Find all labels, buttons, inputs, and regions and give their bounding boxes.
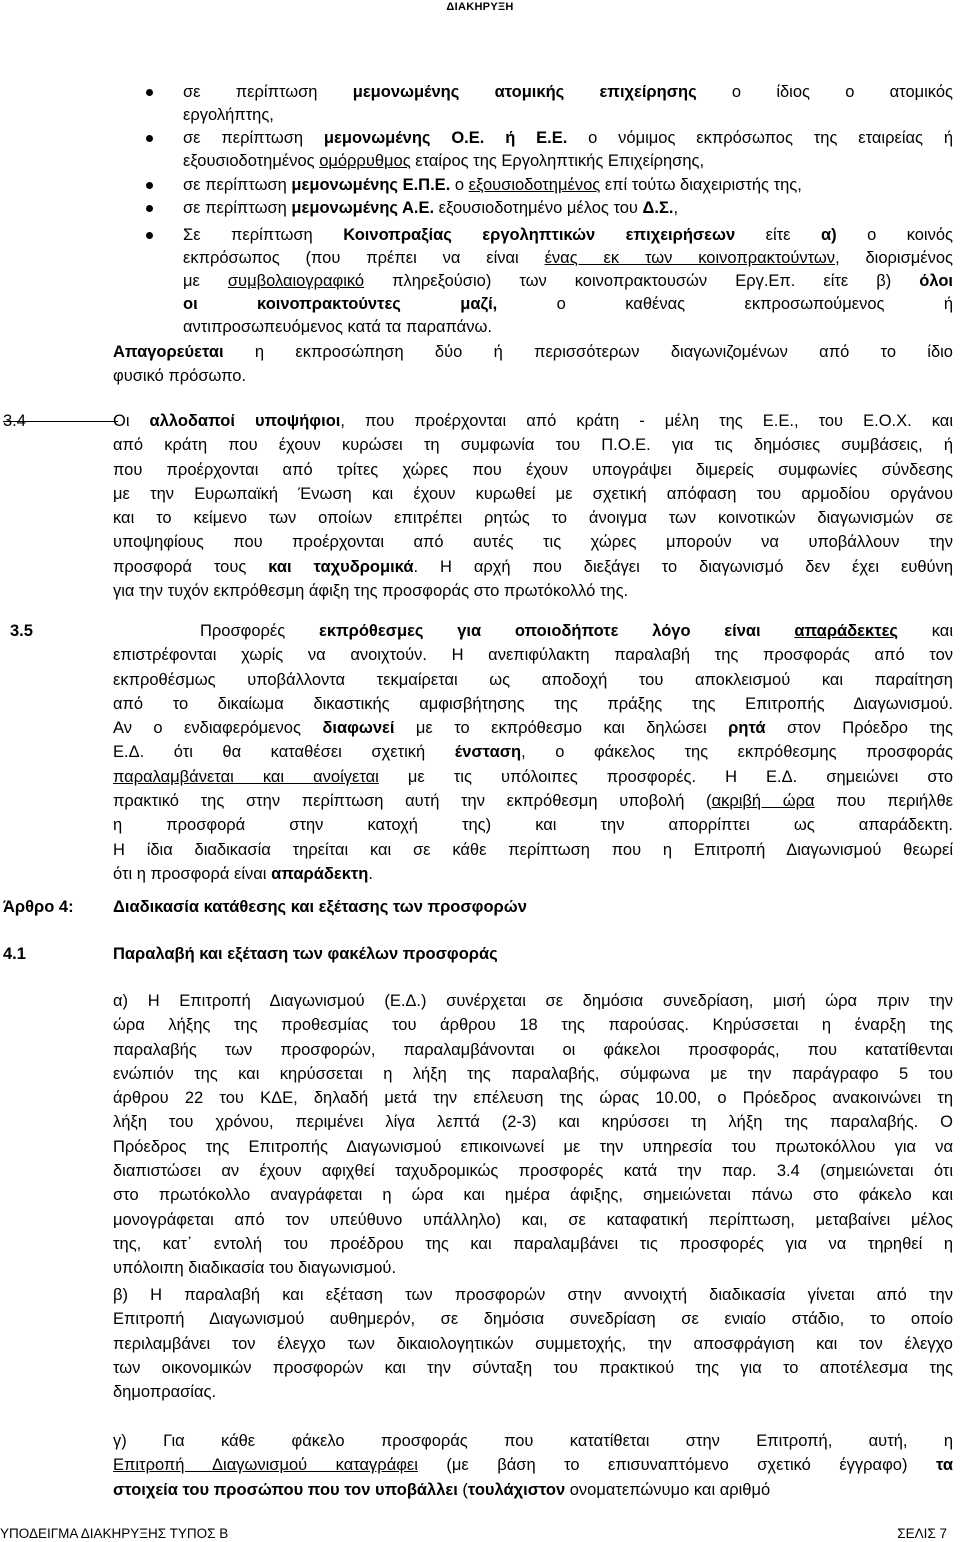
text-line <box>113 364 953 388</box>
text-run: ρητά <box>728 719 766 738</box>
footer-right: ΣΕΛΙΣ 7 <box>897 1526 947 1541</box>
text-line <box>183 293 953 316</box>
text-line <box>113 506 953 530</box>
text-run: εξουσιοδοτημένος <box>468 176 601 194</box>
text-run: μεμονωμένης Α.Ε. <box>291 199 435 217</box>
paragraph-b <box>113 1283 953 1404</box>
text-run: . <box>368 864 373 883</box>
text-run: με τις υπόλοιπες προσφορές. Η Ε.Δ. σημειώνει στο <box>378 767 954 786</box>
text-line <box>113 1159 953 1183</box>
bullet-dot <box>146 135 153 142</box>
footer-left: ΥΠΟΔΕΙΓΜΑ ΔΙΑΚΗΡΥΞΗΣ ΤΥΠΟΣ Β <box>0 1526 229 1541</box>
text-run: μονογράφεται από τον υπεύθυνο υπάλληλο) και, σε καταφατική περίπτωση, μεταβαίνει μέλος <box>113 1210 953 1229</box>
text-run: εξουσιοδοτημένος <box>183 152 320 170</box>
section-number-3-5: 3.5 <box>10 622 33 640</box>
text-line <box>113 692 953 716</box>
text-line <box>113 838 953 862</box>
section-number-4-1: 4.1 <box>3 945 26 963</box>
text-run: σε περίπτωση <box>183 129 324 147</box>
bullet-dot <box>146 232 153 239</box>
text-run: Επιτροπή Διαγωνισμού καταγράφει <box>113 1456 418 1475</box>
text-run: α) Η Επιτροπή Διαγωνισμού (Ε.Δ.) συνέρχεται σε δημόσια συνεδρίαση, μισή ώρα πριν την <box>113 992 953 1010</box>
text-run: εκπρόθεσμες για οποιοδήποτε λόγο είναι <box>318 622 795 640</box>
text-line <box>113 482 953 506</box>
text-run: αντιπροσωπευόμενος κατά τα παραπάνω. <box>183 318 492 336</box>
text-run: Οι <box>113 412 150 430</box>
text-line <box>113 1356 953 1380</box>
text-line <box>113 1038 953 1062</box>
text-line <box>113 409 953 433</box>
text-run: απαράδεκτες <box>794 622 898 640</box>
text-line <box>183 150 953 173</box>
text-line <box>183 224 953 247</box>
text-run: . Η αρχή που διεξάγει το διαγωνισμό δεν έχει ευθύνη <box>413 557 953 576</box>
text-line <box>113 643 953 667</box>
text-line <box>113 1283 953 1307</box>
text-line <box>183 81 953 104</box>
text-run: ένσταση <box>454 743 522 762</box>
text-run: (με βάση το επισυναπτόμενο σχετικό έγγραφο) <box>417 1456 936 1475</box>
text-run: όλοι <box>919 272 953 290</box>
text-line <box>113 1332 953 1356</box>
text-run: ο ίδιος ο ατομικός <box>696 83 953 101</box>
text-run: μεμονωμένης ατομικής επιχείρησης <box>352 83 697 101</box>
text-line <box>113 765 953 789</box>
text-run: σε περίπτωση <box>183 176 292 194</box>
text-line <box>113 1478 953 1502</box>
text-line <box>113 340 953 364</box>
text-run: τα <box>935 1456 953 1475</box>
bullet-dot <box>146 205 153 212</box>
text-line <box>113 789 953 813</box>
text-run: ώρα λήξης της προθεσμίας του άρθρου 18 της παρούσας. Κηρύσσεται η έναρξη της <box>113 1016 953 1035</box>
text-run: Αν ο ενδιαφερόμενος <box>113 719 323 738</box>
bullet-item <box>183 127 953 173</box>
text-run: παραλαβής των προσφορών, παραλαμβάνονται οι φάκελοι προσφοράς, που κατατίθενται <box>113 1040 953 1059</box>
text-run: , ο φάκελος της εκπρόθεσμης προσφοράς <box>521 743 953 762</box>
text-run: που προέρχονται από τρίτες χώρες που έχουν υπογράψει διμερείς συμφωνίες σύνδεσης <box>113 460 953 479</box>
text-run: με <box>183 272 228 290</box>
text-run: από το δικαίωμα δικαστικής αμφισβήτησης της πράξης της Επιτροπής Διαγωνισμού. <box>113 694 953 713</box>
text-run: από κράτη που έχουν κυρώσει τη συμφωνία του Π.Ο.Ε. για τις δημόσιες συμβάσεις, ή <box>113 436 953 455</box>
text-line <box>113 1429 953 1453</box>
text-line <box>113 1256 953 1280</box>
text-run: των οικονομικών προσφορών και την σύνταξη του πρακτικού της για το αποτέλεσμα της <box>113 1358 953 1377</box>
text-run: σε περίπτωση <box>183 199 292 217</box>
text-run: ομόρρυθμος <box>319 152 411 170</box>
text-run: η εκπροσώπηση δύο ή περισσότερων διαγωνιζομένων από το ίδιο <box>223 343 953 361</box>
text-line <box>113 1453 953 1477</box>
text-run: β) Η παραλαβή και εξέταση των προσφορών στην αννοιχτή διαδικασία γίνεται από την <box>113 1286 953 1304</box>
bullet-dot <box>146 182 153 189</box>
text-run: Δ.Σ. <box>642 199 674 217</box>
paragraph-a <box>113 989 953 1281</box>
text-line <box>113 1232 953 1256</box>
bullet-item <box>183 197 953 220</box>
text-line <box>183 104 953 127</box>
section-4-1-title: Παραλαβή και εξέταση των φακέλων προσφοράς <box>113 945 498 963</box>
text-run: λήξη του χρόνου, περιμένει λίγα λεπτά (2-3) και κηρύσσει τη λήξη της παραλαβής. Ο <box>113 1113 953 1132</box>
text-run: διαφωνεί <box>322 719 395 738</box>
text-run: ένας εκ των κοινοπρακτούντων <box>544 249 836 267</box>
text-line <box>113 433 953 457</box>
article-title: Διαδικασία κατάθεσης και εξέτασης των προσφορών <box>113 898 527 916</box>
text-line <box>183 174 953 197</box>
paragraph-c <box>113 1429 953 1502</box>
text-run: Επιτροπή Διαγωνισμού αυθημερόν, σε δημόσια συνεδρίαση σε ενιαίο στάδιο, το οποίο <box>113 1310 953 1329</box>
text-line <box>113 579 953 603</box>
bullet-item <box>183 81 953 127</box>
text-line <box>183 247 953 270</box>
text-run: εκπροθέσμως υποβάλλοντα τεκμαίρεται ως αποδοχή του αποκλεισμού και παραίτηση <box>113 670 953 689</box>
text-run: σε περίπτωση <box>183 83 353 101</box>
text-run: στον Πρόεδρο της <box>765 719 953 738</box>
text-line <box>113 1086 953 1110</box>
page-header: ΔΙΑΚΗΡΥΞΗ <box>446 1 514 13</box>
text-run: της, κατ᾽ εντολή του προέδρου της και παραλαμβάνει τις προσφορές για να τηρηθεί η <box>113 1234 953 1253</box>
text-run: μεμονωμένης Ο.Ε. ή Ε.Ε. <box>323 129 568 147</box>
text-run: συμβολαιογραφικό <box>227 272 365 290</box>
text-line <box>113 740 953 764</box>
text-run: επί τούτω διαχειριστής της, <box>600 176 802 194</box>
text-run: Η ίδια διαδικασία τηρείται και σε κάθε περίπτωση που η Επιτροπή Διαγωνισμού θεωρεί <box>113 840 953 859</box>
text-run: και το κείμενο των οποίων επιτρέπει ρητώς το άνοιγμα των κοινοτικών διαγωνισμών σε <box>113 509 953 528</box>
text-line <box>183 270 953 293</box>
section-3-4-paragraph <box>113 409 953 603</box>
strike-line <box>25 421 118 422</box>
text-run: υποψηφίους που προέρχονται από αυτές τις χώρες μπορούν να υποβάλλουν την <box>113 533 953 552</box>
text-run: εξουσιοδοτημένο μέλος του <box>434 199 643 217</box>
text-line <box>113 619 953 643</box>
text-line <box>113 1110 953 1134</box>
text-run: πρακτικό της στην περίπτωση αυτή την εκπρόθεσμη υποβολή ( <box>113 792 712 811</box>
text-run: υπόλοιπη διαδικασία του διαγωνισμού. <box>113 1259 397 1278</box>
text-run: ο <box>450 176 469 194</box>
section-number-3-4: 3.4 <box>3 412 26 430</box>
text-run: στο πρωτόκολλο αναγράφεται η ώρα και ημέρα άφιξης, σημειώνεται πάνω στο φάκελο και <box>113 1186 953 1205</box>
text-line <box>113 458 953 482</box>
text-run: ενώπιόν της και κηρύσσεται η λήξη της παραλαβής, σύμφωνα με την παράγραφο 5 του <box>113 1064 953 1083</box>
text-run: ότι η προσφορά είναι <box>113 864 272 883</box>
text-run: Σε περίπτωση <box>183 226 344 244</box>
text-run: προσφορά τους <box>113 557 269 576</box>
text-run: , διορισμένος <box>835 249 954 267</box>
bullet-dot <box>146 89 153 96</box>
text-run: εκπρόσωπος (που πρέπει να είναι <box>183 249 545 267</box>
text-run: απαράδεκτη <box>271 864 369 883</box>
text-line <box>113 1135 953 1159</box>
text-line <box>113 716 953 740</box>
article-label: Άρθρο 4: <box>3 898 74 916</box>
text-run: φυσικό πρόσωπο. <box>113 367 247 385</box>
text-run: οι κοινοπρακτούντες μαζί, <box>183 295 498 313</box>
text-run: στοιχεία του προσώπου που τον υποβάλλει <box>113 1480 458 1499</box>
text-line <box>113 1208 953 1232</box>
text-line <box>113 1062 953 1086</box>
text-run: περιλαμβάνει τον έλεγχο των δικαιολογητικών συμμετοχής, την αποσφράγιση και τον έλεγχο <box>113 1334 953 1353</box>
text-run: αλλοδαποί υποψήφιοι <box>149 412 341 430</box>
text-line <box>113 989 953 1013</box>
text-line <box>183 316 953 339</box>
text-run: για την τυχόν εκπρόθεσμη άφιξη της προσφοράς στο πρωτόκολλό της. <box>113 582 629 601</box>
text-run: με το εκπρόθεσμο και δηλώσει <box>394 719 729 738</box>
text-line <box>113 813 953 837</box>
text-line <box>113 668 953 692</box>
text-run: επιστρέφονται χωρίς να ανοιχτούν. Η ανεπιφύλακτη παραλαβή της προσφοράς από τον <box>113 646 953 665</box>
section-3-5-paragraph <box>113 619 953 886</box>
text-line <box>113 530 953 554</box>
text-run: ακριβή ώρα <box>711 792 815 811</box>
text-run: είτε <box>735 226 821 244</box>
prohibition-paragraph <box>113 340 953 388</box>
text-line <box>113 555 953 579</box>
text-run: Κοινοπραξίας εργοληπτικών επιχειρήσεων <box>343 226 736 244</box>
text-line <box>113 862 953 886</box>
text-run: δημοπρασίας. <box>113 1383 217 1402</box>
text-run: εταίρος της Εργοληπτικής Επιχείρησης, <box>410 152 705 170</box>
text-line <box>183 127 953 150</box>
bullet-item <box>183 174 953 197</box>
text-run: ο καθένας εκπροσωπούμενος ή <box>497 295 954 313</box>
text-run: ( <box>457 1480 468 1499</box>
text-run: γ) Για κάθε φάκελο προσφοράς που κατατίθεται στην Επιτροπή, αυτή, η <box>113 1432 953 1450</box>
text-run: η προσφορά στην κατοχή της) και την απορρίπτει ως απαράδεκτη. <box>113 816 953 835</box>
text-run: α) <box>820 226 837 244</box>
text-run: και ταχυδρομικά <box>268 557 414 576</box>
text-run: Προσφορές <box>200 622 319 640</box>
text-run: που περιήλθε <box>814 792 953 811</box>
text-line <box>113 1380 953 1404</box>
text-run: Πρόεδρος της Επιτροπής Διαγωνισμού επικοινωνεί με την υπηρεσία του πρωτοκόλλου για να <box>113 1137 953 1156</box>
text-run: τουλάχιστον <box>467 1480 566 1499</box>
text-run: ο κοινός <box>836 226 953 244</box>
text-line <box>113 1013 953 1037</box>
text-run: με την Ευρωπαϊκή Ένωση και έχουν κυρωθεί με σχετική απόφαση του αρμοδίου οργάνου <box>113 484 953 503</box>
text-run: άρθρου 22 του ΚΔΕ, δηλαδή μετά την επέλευση της ώρας 10.00, ο Πρόεδρος ανακοινώνει τη <box>113 1089 953 1108</box>
text-run: Απαγορεύεται <box>113 343 224 361</box>
bullet-item <box>183 224 953 339</box>
text-run: μεμονωμένης Ε.Π.Ε. <box>291 176 451 194</box>
text-run: , <box>673 199 679 217</box>
text-line <box>113 1307 953 1331</box>
text-run: Ε.Δ. ότι θα καταθέσει σχετική <box>113 743 455 762</box>
text-run: παραλαμβάνεται και ανοίγεται <box>113 767 379 786</box>
text-run: , που προέρχονται από κράτη - μέλη της Ε.Ε., του Ε.Ο.Χ. και <box>340 412 953 430</box>
text-line <box>113 1183 953 1207</box>
text-run: ονοματεπώνυμο και αριθμό <box>565 1480 771 1499</box>
text-run: ο νόμιμος εκπρόσωπος της εταιρείας ή <box>567 129 953 147</box>
text-line <box>183 197 953 220</box>
text-run: πληρεξούσιο) των κοινοπρακτουσών Εργ.Επ. είτε β) <box>364 272 920 290</box>
text-run: και <box>897 622 953 640</box>
text-run: διαπιστώσει αν έχουν αφιχθεί ταχυδρομικώς προσφορές κατά την παρ. 3.4 (σημειώνεται ότι <box>113 1162 953 1181</box>
text-run: εργολήπτης, <box>183 106 274 124</box>
